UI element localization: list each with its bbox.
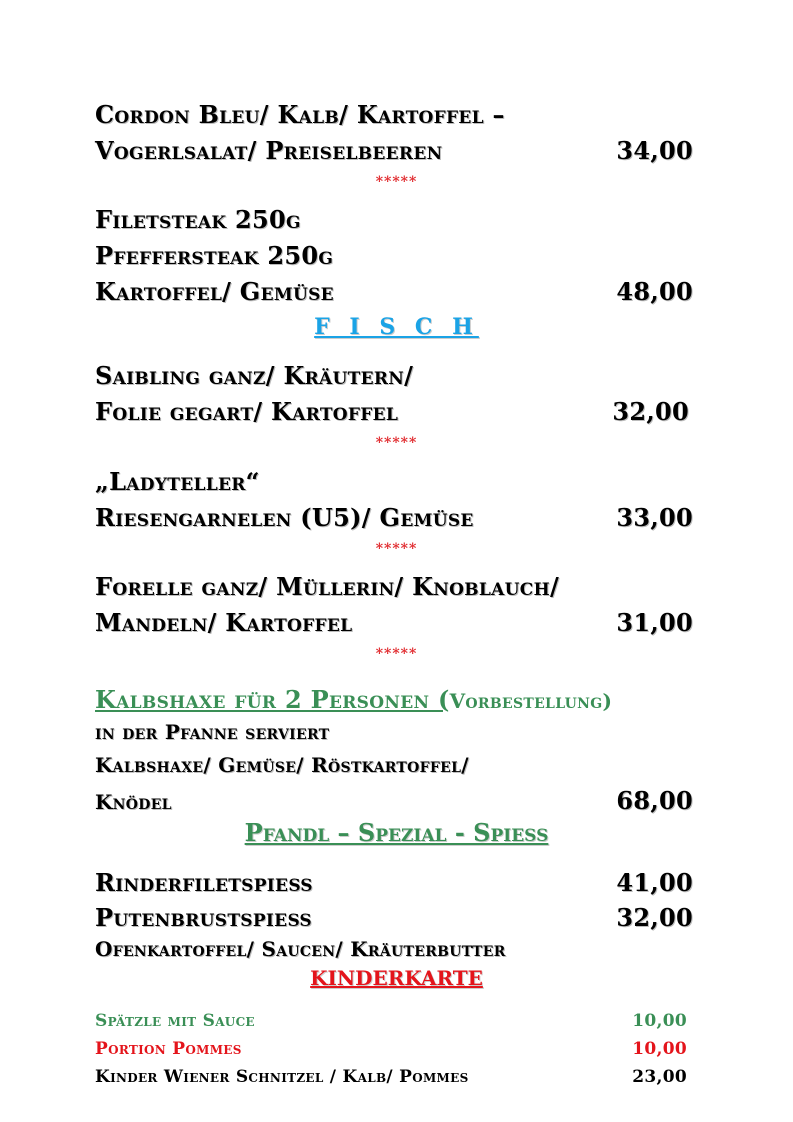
price: 10,00 xyxy=(632,1039,687,1059)
kinder-item-schnitzel: Kinder Wiener Schnitzel / Kalb/ Pommes 23,00 xyxy=(95,1067,687,1087)
kalbshaxe-line3: Knödel 68,00 xyxy=(95,786,693,815)
separator: ***** xyxy=(375,435,418,451)
menu-item-putenbrustspiess: Putenbrustspieß 32,00 xyxy=(95,903,693,932)
separator: ***** xyxy=(375,174,418,190)
price: 48,00 xyxy=(616,277,693,306)
kinder-item-pommes: Portion Pommes 10,00 xyxy=(95,1039,687,1059)
menu-item-saibling-line1: Saibling ganz/ Kräutern/ xyxy=(95,361,414,390)
menu-item-saibling-line2: Folie gegart/ Kartoffel 32,00 xyxy=(95,397,689,426)
section-heading-spiess: Pfandl – Spezial - Spieß xyxy=(244,818,549,847)
menu-item-filetsteak-line3: Kartoffel/ Gemüse 48,00 xyxy=(95,277,693,306)
menu-item-rinderfiletspiess: Rinderfiletspieß 41,00 xyxy=(95,868,693,897)
price: 68,00 xyxy=(616,786,693,815)
section-heading-fisch: F I S C H xyxy=(314,314,479,340)
price: 34,00 xyxy=(616,136,693,165)
menu-item-forelle-line1: Forelle ganz/ Müllerin/ Knoblauch/ xyxy=(95,572,560,601)
spiess-note: Ofenkartoffel/ Saucen/ Kräuterbutter xyxy=(95,937,506,961)
price: 31,00 xyxy=(616,608,693,637)
menu-item-cordon-bleu-line2: Vogerlsalat/ Preiselbeeren 34,00 xyxy=(95,136,693,165)
price: 33,00 xyxy=(616,503,693,532)
menu-item-ladyteller-line2: Riesengarnelen (U5)/ Gemüse 33,00 xyxy=(95,503,693,532)
kalbshaxe-line1: in der Pfanne serviert xyxy=(95,720,330,744)
price: 32,00 xyxy=(616,903,693,932)
menu-item-cordon-bleu-line1: Cordon Bleu/ Kalb/ Kartoffel – xyxy=(95,100,505,129)
menu-item-filetsteak-line1: Filetsteak 250g xyxy=(95,205,301,234)
section-heading-kalbshaxe: Kalbshaxe für 2 Personen (Vorbestellung) xyxy=(95,685,613,714)
separator: ***** xyxy=(375,646,418,662)
price: 32,00 xyxy=(612,397,689,426)
menu-item-ladyteller-line1: „Ladyteller“ xyxy=(95,467,260,496)
section-heading-kinderkarte: KINDERKARTE xyxy=(310,966,483,990)
separator: ***** xyxy=(375,541,418,557)
kinder-item-spaetzle: Spätzle mit Sauce 10,00 xyxy=(95,1011,687,1031)
price: 23,00 xyxy=(632,1067,687,1087)
menu-item-forelle-line2: Mandeln/ Kartoffel 31,00 xyxy=(95,608,693,637)
kalbshaxe-line2: Kalbshaxe/ Gemüse/ Röstkartoffel/ xyxy=(95,753,469,777)
price: 10,00 xyxy=(632,1011,687,1031)
price: 41,00 xyxy=(616,868,693,897)
menu-item-filetsteak-line2: Pfeffersteak 250g xyxy=(95,241,334,270)
